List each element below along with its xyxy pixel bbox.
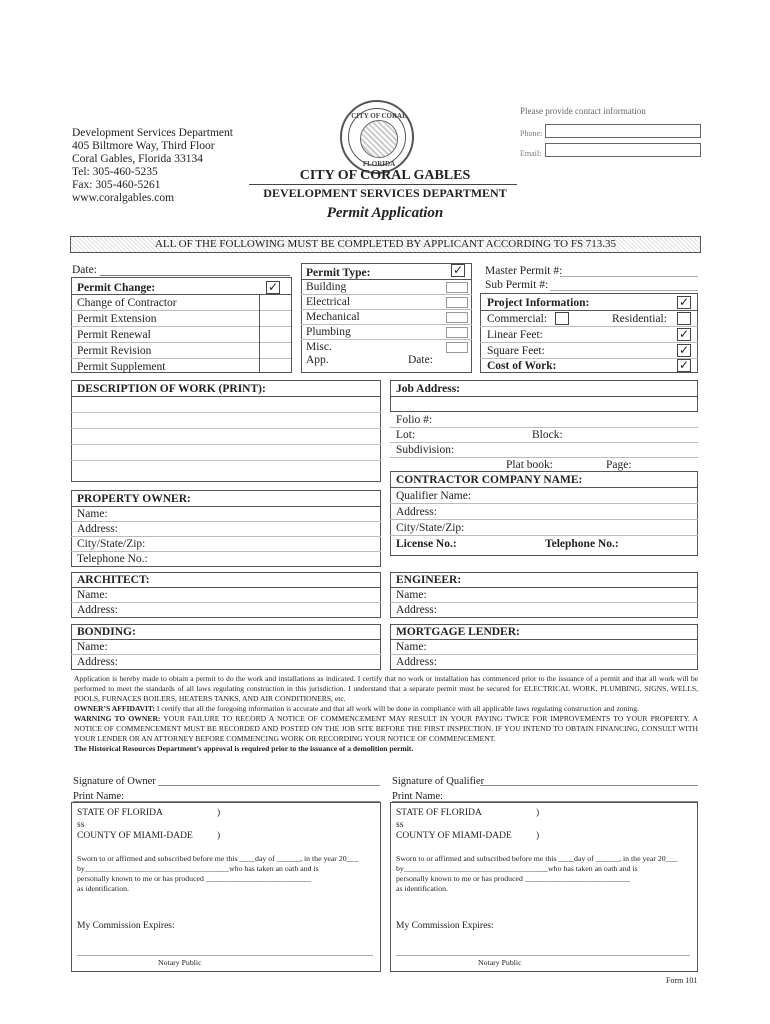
subdivision-label: Subdivision: — [396, 444, 455, 456]
bonding-name-label: Name: — [77, 641, 108, 653]
electrical-checkbox[interactable] — [446, 297, 468, 308]
mortgage-address-label: Address: — [396, 656, 437, 668]
permit-type-electrical: Electrical — [306, 296, 351, 308]
notary-paren2-right: ) — [536, 831, 540, 841]
notary-commission-left: My Commission Expires: — [77, 921, 175, 931]
description-title: DESCRIPTION OF WORK (PRINT): — [77, 383, 266, 395]
license-label: License No.: — [396, 538, 457, 550]
app-date-label: Date: — [408, 354, 433, 366]
cost-of-work-check-icon[interactable]: ✓ — [678, 358, 690, 372]
requirements-banner — [70, 236, 701, 253]
notary-sworn4-right: as identification. — [396, 884, 448, 893]
permit-type-building: Building — [306, 281, 347, 293]
permit-change-item-contractor: Change of Contractor — [77, 297, 177, 309]
contractor-title: CONTRACTOR COMPANY NAME: — [396, 474, 583, 486]
residential-label: Residential: — [612, 313, 667, 325]
row-divider — [71, 587, 381, 588]
row-divider — [71, 506, 381, 507]
misc-checkbox[interactable] — [446, 342, 468, 353]
department-name: DEVELOPMENT SERVICES DEPARTMENT — [263, 186, 507, 200]
permit-change-check-icon[interactable]: ✓ — [267, 280, 279, 294]
notary-sworn2-left: by_____________________________________who has taken an oath and is — [77, 864, 319, 873]
permit-change-item-revision: Permit Revision — [77, 345, 152, 357]
description-line — [71, 460, 381, 461]
dept-fax: Fax: 305-460-5261 — [72, 179, 161, 191]
email-input[interactable] — [545, 143, 701, 157]
row-divider — [390, 639, 698, 640]
master-permit-label: Master Permit #: — [485, 265, 563, 277]
contractor-phone-label: Telephone No.: — [545, 538, 619, 550]
permit-type-check-icon[interactable]: ✓ — [452, 263, 464, 277]
architect-address-label: Address: — [77, 604, 118, 616]
qualifier-signature-line[interactable] — [480, 785, 698, 786]
row-divider — [71, 396, 381, 397]
notary-paren-right: ) — [536, 808, 540, 818]
project-info-check-icon[interactable]: ✓ — [678, 295, 690, 309]
affidavit-label: OWNER’S AFFIDAVIT: — [74, 704, 155, 713]
row-divider — [390, 396, 698, 397]
permit-change-title: Permit Change: — [77, 282, 156, 294]
notary-sworn1-right: Sworn to or affirmed and subscribed before me this ____day of ______, in the year 20___ — [396, 854, 678, 863]
banner-text: ALL OF THE FOLLOWING MUST BE COMPLETED BY APPLICANT ACCORDING TO FS 713.35 — [154, 238, 617, 250]
warning-text: YOUR FAILURE TO RECORD A NOTICE OF COMMENCEMENT MAY RESULT IN YOUR PAYING TWICE FOR IMPROVEMENTS TO YOUR PROPERTY. A NOTICE OF COMMENCEMENT MUST BE RECORDED AND POSTED ON THE JOB SITE BEFORE THE FIRST INSPECTION. IF YOU INTEND TO OBTAIN FINANCING, CONSULT WITH YOUR LENDER OR AN ATTORNEY BEFORE COMMENCING WORK OR RECORDING YOUR NOTICE OF COMMENCEMENT. — [74, 714, 698, 743]
notary-sworn3-left: personally known to me or has produced ___________________________ — [77, 874, 312, 883]
row-divider — [71, 639, 381, 640]
plumbing-checkbox[interactable] — [446, 327, 468, 338]
description-line — [71, 428, 381, 429]
commercial-checkbox[interactable] — [555, 312, 569, 325]
owner-city-label: City/State/Zip: — [77, 538, 146, 550]
lot-label: Lot: — [396, 429, 416, 441]
qualifier-signature-label: Signature of Qualifier — [392, 776, 485, 787]
permit-type-title: Permit Type: — [306, 267, 371, 279]
header-divider — [249, 184, 517, 185]
notary-sworn2-right: by_____________________________________who has taken an oath and is — [396, 864, 638, 873]
folio-label: Folio #: — [396, 414, 433, 426]
dept-address-line1: Development Services Department — [72, 127, 233, 139]
engineer-title: ENGINEER: — [396, 574, 462, 586]
square-feet-check-icon[interactable]: ✓ — [678, 343, 690, 357]
permit-type-mechanical: Mechanical — [306, 311, 360, 323]
residential-checkbox[interactable] — [677, 312, 691, 325]
owner-address-label: Address: — [77, 523, 118, 535]
page-label: Page: — [606, 459, 632, 471]
plat-book-label: Plat book: — [506, 459, 553, 471]
historical-note: The Historical Resources Department’s approval is required prior to the issuance of a demolition permit. — [74, 744, 414, 753]
affidavit-text: I certify that all the foregoing information is accurate and that all work will be done in compliance with all applicable laws regulating construction and zoning. — [154, 704, 639, 713]
date-line — [100, 275, 290, 276]
notary-sworn4-left: as identification. — [77, 884, 129, 893]
dept-tel: Tel: 305-460-5235 — [72, 166, 158, 178]
permit-type-plumbing: Plumbing — [306, 326, 351, 338]
dept-address-line2: 405 Biltmore Way, Third Floor — [72, 140, 215, 152]
notary-paren2-left: ) — [217, 831, 221, 841]
legal-text — [74, 674, 698, 754]
engineer-name-label: Name: — [396, 589, 427, 601]
dept-web: www.coralgables.com — [72, 192, 175, 204]
owner-print-name-label: Print Name: — [73, 791, 125, 802]
notary-signature-line-left[interactable] — [77, 955, 373, 956]
bonding-address-label: Address: — [77, 656, 118, 668]
form-number: Form 101 — [666, 976, 698, 985]
mortgage-name-label: Name: — [396, 641, 427, 653]
contractor-address-label: Address: — [396, 506, 437, 518]
city-name: CITY OF CORAL GABLES — [299, 168, 471, 183]
permit-change-item-extension: Permit Extension — [77, 313, 157, 325]
notary-state-right: STATE OF FLORIDA — [396, 808, 482, 818]
linear-feet-check-icon[interactable]: ✓ — [678, 327, 690, 341]
master-permit-line[interactable] — [560, 276, 698, 277]
owner-signature-line[interactable] — [158, 785, 380, 786]
linear-feet-label: Linear Feet: — [487, 329, 543, 341]
notary-state-left: STATE OF FLORIDA — [77, 808, 163, 818]
bonding-title: BONDING: — [77, 626, 136, 638]
form-title: Permit Application — [326, 205, 444, 221]
row-divider — [390, 587, 698, 588]
contractor-city-label: City/State/Zip: — [396, 522, 465, 534]
date-label: Date: — [72, 264, 97, 276]
app-label: App. — [306, 354, 329, 366]
row-divider — [390, 503, 698, 504]
row-divider — [390, 519, 698, 520]
qualifier-print-name-label: Print Name: — [392, 791, 444, 802]
notary-paren-left: ) — [217, 808, 221, 818]
warning-label: WARNING TO OWNER: — [74, 714, 161, 723]
job-address-title: Job Address: — [396, 383, 461, 395]
description-line — [71, 412, 381, 413]
architect-title: ARCHITECT: — [77, 574, 150, 586]
row-divider — [390, 535, 698, 536]
email-label: Email: — [520, 149, 542, 158]
permit-change-checkbox-column[interactable] — [259, 294, 292, 373]
notary-county-right: COUNTY OF MIAMI-DADE — [396, 831, 512, 841]
commercial-label: Commercial: — [487, 313, 548, 325]
building-checkbox[interactable] — [446, 282, 468, 293]
square-feet-label: Square Feet: — [487, 345, 545, 357]
row-divider — [480, 310, 698, 311]
owner-signature-label: Signature of Owner — [73, 776, 156, 787]
phone-label: Phone: — [520, 129, 543, 138]
notary-sworn1-left: Sworn to or affirmed and subscribed before me this ____day of ______, in the year 20___ — [77, 854, 359, 863]
notary-county-left: COUNTY OF MIAMI-DADE — [77, 831, 193, 841]
contact-title: Please provide contact information — [520, 106, 646, 116]
seal-bottom-text: FLORIDA — [362, 160, 396, 168]
notary-public-right: Notary Public — [478, 958, 522, 967]
mortgage-title: MORTGAGE LENDER: — [396, 626, 520, 638]
owner-name-label: Name: — [77, 508, 108, 520]
permit-change-item-renewal: Permit Renewal — [77, 329, 151, 341]
cost-of-work-label: Cost of Work: — [487, 360, 557, 372]
notary-ss-right: ss — [396, 820, 404, 830]
row-divider — [480, 326, 698, 327]
notary-sworn3-right: personally known to me or has produced ___________________________ — [396, 874, 631, 883]
description-line — [71, 444, 381, 445]
owner-phone-label: Telephone No.: — [77, 553, 148, 565]
city-seal-icon — [340, 100, 414, 174]
owner-title: PROPERTY OWNER: — [77, 493, 191, 505]
legal-p1: Application is hereby made to obtain a permit to do the work and installations as indicated. I certify that no work or installation has commenced prior to the issuance of a permit and that all work will be performed to meet the standards of all laws regulating construction in this jurisdiction. I understand that a separate permit must be secured for ELECTRICAL WORK, PLUMBING, SIGNS, WELLS, POOLS, FURNACES BOILERS, HEATERS TANKS, AND AIR CONDITIONERS, etc. — [74, 674, 698, 703]
sub-permit-line[interactable] — [550, 290, 698, 291]
row-divider — [390, 487, 698, 488]
qualifier-label: Qualifier Name: — [396, 490, 472, 502]
engineer-address-label: Address: — [396, 604, 437, 616]
mechanical-checkbox[interactable] — [446, 312, 468, 323]
dept-address-line3: Coral Gables, Florida 33134 — [72, 153, 203, 165]
notary-signature-line-right[interactable] — [396, 955, 690, 956]
notary-public-left: Notary Public — [158, 958, 202, 967]
permit-type-misc: Misc. — [306, 341, 332, 353]
project-info-title: Project Information: — [487, 297, 590, 309]
sub-permit-label: Sub Permit #: — [485, 279, 549, 291]
permit-change-item-supplement: Permit Supplement — [77, 361, 166, 373]
architect-name-label: Name: — [77, 589, 108, 601]
row-divider — [480, 342, 698, 343]
phone-input[interactable] — [545, 124, 701, 138]
notary-commission-right: My Commission Expires: — [396, 921, 494, 931]
seal-top-text: CITY OF CORAL — [351, 112, 407, 120]
notary-ss-left: ss — [77, 820, 85, 830]
block-label: Block: — [532, 429, 563, 441]
